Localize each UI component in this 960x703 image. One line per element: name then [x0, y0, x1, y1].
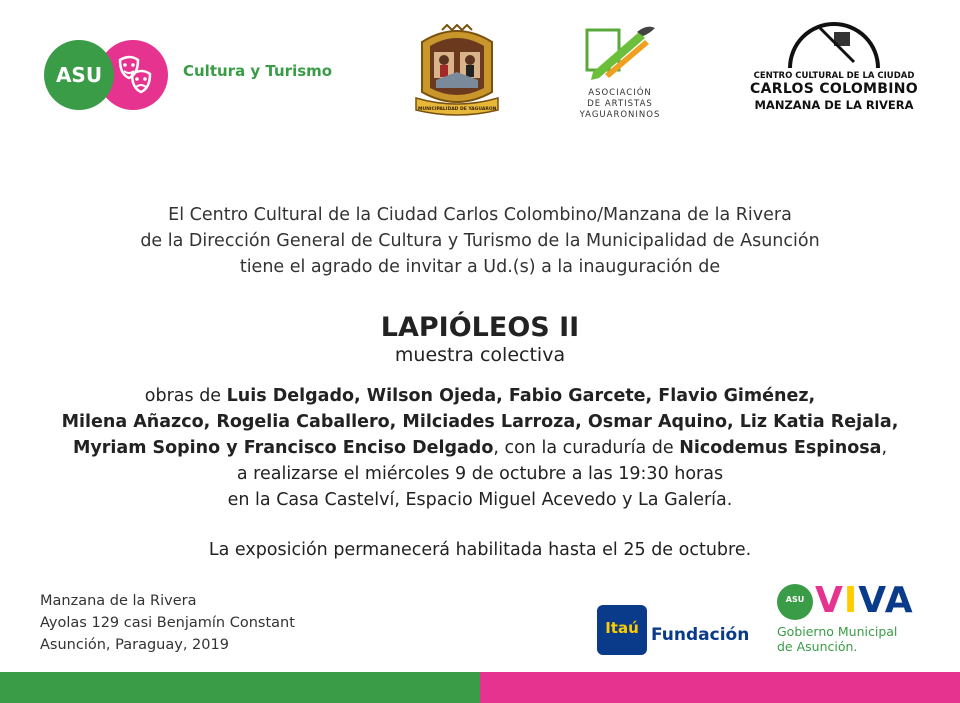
viva-sub-line-2: de Asunción. [777, 639, 858, 654]
curaduria-text: , con la curaduría de [493, 438, 680, 458]
asociacion-artistas-logo [575, 20, 665, 130]
itau-fundacion-logo [597, 605, 750, 655]
asociacion-line-2: DE ARTISTAS [587, 99, 653, 109]
viva-asu-badge-text: ASU [785, 595, 805, 604]
arch-building-icon [748, 22, 920, 72]
closing-line: La exposición permanecerá habilitada hasta el 25 de octubre. [208, 540, 752, 560]
asociacion-line-1: ASOCIACIÓN [588, 88, 652, 98]
viva-word [815, 580, 914, 621]
asociacion-text [575, 88, 665, 121]
artists-names-2: Milena Añazco, Rogelia Caballero, Milciades Larroza, Osmar Aquino, Liz Katia Rejala, [61, 412, 899, 432]
address-line-1: Manzana de la Rivera [40, 593, 197, 609]
artists-line-3 [0, 435, 960, 461]
address-line-3: Asunción, Paraguay, 2019 [40, 637, 229, 653]
obras-prefix: obras de [144, 386, 227, 406]
date-line: a realizarse el miércoles 9 de octubre a las 19:30 horas [236, 464, 724, 484]
brush-pencil-icon [575, 20, 665, 84]
intro-line-3: tiene el agrado de invitar a Ud.(s) a la inauguración de [239, 257, 721, 277]
footer-stripe-green [0, 672, 480, 703]
ccc-line-3: MANZANA DE LA RIVERA [754, 98, 914, 112]
artists-names-1: Luis Delgado, Wilson Ojeda, Fabio Garcete, Flavio Giménez, [226, 386, 816, 406]
viva-asuncion-logo [775, 582, 925, 662]
event-title: LAPIÓLEOS II [380, 312, 580, 343]
viva-subtitle [777, 624, 897, 654]
intro-paragraph [0, 202, 960, 280]
curator-suffix: , [881, 438, 888, 458]
curator-name: Nicodemus Espinosa [679, 438, 882, 458]
artists-line-1 [0, 383, 960, 409]
asociacion-line-3: YAGUARONINOS [579, 110, 661, 120]
address-line-2: Ayolas 129 casi Benjamín Constant [40, 615, 295, 631]
artists-names-3: Myriam Sopino y Francisco Enciso Delgado [72, 438, 494, 458]
intro-line-2: de la Dirección General de Cultura y Turismo de la Municipalidad de Asunción [140, 231, 820, 251]
viva-letter: I [843, 580, 859, 621]
coat-of-arms-icon [412, 24, 502, 128]
intro-line-1: El Centro Cultural de la Ciudad Carlos Colombino/Manzana de la Rivera [168, 205, 792, 225]
asu-cultura-logo [40, 36, 340, 116]
ccc-line-1: CENTRO CULTURAL DE LA CIUDAD [753, 71, 915, 81]
footer-address [40, 590, 295, 656]
artists-line-2 [0, 409, 960, 435]
ccc-line-2: CARLOS COLOMBINO [750, 81, 918, 97]
yaguaron-crest-logo [412, 24, 502, 128]
artists-paragraph [0, 383, 960, 513]
itau-text: Itaú [605, 619, 639, 637]
viva-letter: A [884, 580, 914, 621]
place-line: en la Casa Castelví, Espacio Miguel Acevedo y La Galería. [227, 490, 733, 510]
cultura-turismo-label: Cultura y Turismo [183, 62, 333, 80]
event-subtitle: muestra colectiva [394, 344, 566, 366]
fundacion-text: Fundación [651, 625, 750, 645]
footer-stripe-pink [480, 672, 960, 703]
crest-caption: MUNICIPALIDAD DE YAGUARON [418, 107, 497, 112]
asu-logo-text: ASU [55, 63, 103, 87]
viva-letter: V [815, 580, 844, 621]
viva-letter: V [858, 580, 885, 621]
centro-cultural-logo [748, 22, 920, 116]
viva-sub-line-1: Gobierno Municipal [777, 624, 898, 639]
